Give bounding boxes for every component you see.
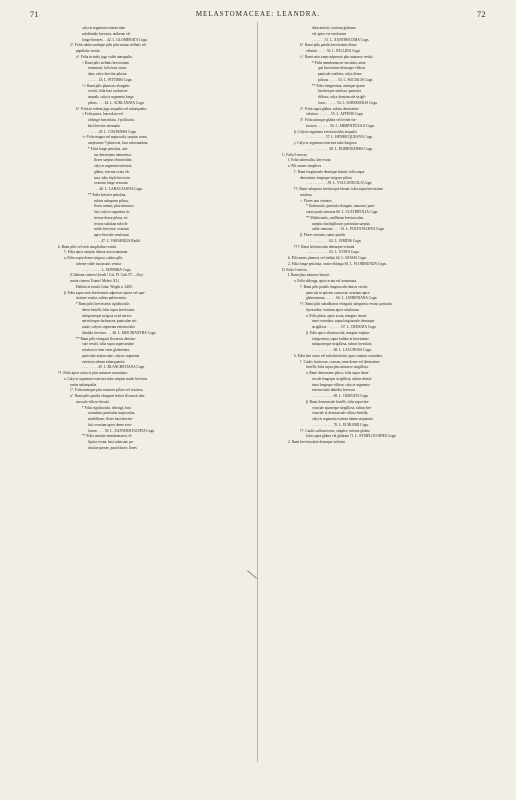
- left-column-line: inferne valde incrassatis vestita: [76, 261, 122, 266]
- left-column-line: moria cinerea Triana! Melast. 83.): [70, 279, 120, 283]
- right-column-line: a. Folia oblonga, apice acuta vel acuminata.: [294, 279, 357, 283]
- left-column-line: . . . 46. L. CARACASANA Cogn.: [94, 187, 143, 191]
- right-column-line: panicula conferta; calyx dense: [318, 72, 362, 76]
- right-column-line: 2. Folia longe petiolata, ovato-oblonga 65. L. FLORIBUNDA Cogn.: [288, 261, 387, 266]
- left-column-line: nutae; calycis segmenta externa tubo: [82, 325, 135, 329]
- running-title: MELASTOMACEAE: LEANDRA.: [195, 10, 321, 18]
- left-column-line: . . . . . . . . . . . L. SUPERBA Cogn.: [82, 267, 132, 272]
- left-column-line: vestiti; folia basi cordata in-: [88, 89, 129, 94]
- right-column-line: †. Caulis fruticosus, crassus; rami dense vel densissime: [300, 359, 380, 364]
- left-column-line: flores minuti, plus-minusve: [94, 204, 134, 209]
- right-column-line: ×. Flores non virentes.: [300, 198, 333, 203]
- right-column-line: panicula in apicem contracta; ovarium apice: [306, 290, 370, 295]
- right-column-line: pilosus . . . . . 53. L. SOCIALIS Cogn.: [318, 77, 374, 82]
- right-column-line: †. Rami longiuscule denseque hirsuti; folia supra: [294, 169, 365, 174]
- right-column-line: integerrima, supra bullata et brevissime: [312, 336, 369, 341]
- right-column-line: velutina . . . . . . . 55. L. AFFINIS Cogn.: [306, 112, 364, 117]
- right-column-line: ††. Caulis suffrutescens, simplex, inferne glaber;: [300, 428, 371, 433]
- right-column-line: saepius rhachipllosae; paniculae saepius: [312, 221, 370, 226]
- left-column-line: midio breviora; ovarium: [94, 227, 130, 232]
- left-column-line: ††. Folia apice acuta et plus minusve acuminata.: [58, 371, 128, 375]
- left-column-line: * Rami pilis brevissimis rigidiusculis: [76, 302, 130, 306]
- right-column-line: subsparseque strigillosa, subtus foveolata: [312, 342, 372, 347]
- left-column-line: basi breviter attenuata: [88, 123, 120, 128]
- right-column-line: β. Flores virentes, ramis patulis: [300, 233, 346, 237]
- left-column-line: × Folia parva, lanceolata vel: [82, 112, 123, 117]
- right-column-line: uscule longeque strigillosa, subtus densis-: [312, 376, 373, 381]
- left-column-line: siuscule villoso-hirsuti.: [76, 399, 110, 404]
- right-column-line: vel apice vix setulosum: [312, 31, 346, 36]
- left-column-line: × Rami pilis stellatis brevissimis: [82, 60, 129, 65]
- left-column-line: teriora dense pilosa, ex-: [94, 215, 129, 220]
- left-column-line: paniculae majusculae; calycis segmenta: [82, 353, 140, 358]
- right-column-line: hirtelli; folia supra plus minusve strigillosa.: [306, 365, 369, 370]
- page-fold-mark: [247, 570, 257, 578]
- right-column-line: losus . . . . . . 54. L. SUBSESSILIS Cogn.: [318, 100, 378, 105]
- right-column-line: valde ramosae . . . . 61. L. POLYSTACHYA Cogn.: [312, 227, 385, 232]
- right-column-line: sime longeque villosa; calycis segmenta: [312, 382, 370, 387]
- left-column-line: longo-lineares . . 42. L. GLOMERATA Cogn.: [82, 37, 148, 42]
- right-column-line: culae paulo ramosae 60. L. CULTRIFOLIA Cogn.: [306, 210, 379, 214]
- left-column-line: oblongo-lanceolata, 1-pollicaria,: [88, 118, 135, 122]
- right-column-line: . . . . . . . . . . . . . 63. L. OVATA Cogn.: [306, 250, 360, 255]
- right-column-line: externa tubo dimidio breviora: [312, 388, 355, 393]
- right-column-line: a. Pili omnes simplices.: [288, 164, 323, 168]
- left-column-line: teriora subulata tubo di-: [94, 221, 129, 226]
- left-column-line: Habitat in insula Cuba: Wright n. 2483.: [76, 284, 133, 289]
- left-column-line: lati; calycis segmenta in-: [94, 210, 130, 214]
- right-column-line: . . . . . . . . . . . . . 62. L. VIRIDIS Cogn.: [306, 238, 362, 243]
- left-column-line: a°. Rami pilis patulis elongatis leviter flexuosis den-: [70, 394, 146, 398]
- right-column-line: . . . . . . . 51. L. XANTHOCOMA Cogn.: [312, 37, 370, 42]
- right-column-line: C. Folia 5-nervia.: [282, 152, 308, 157]
- right-column-line: viuscule et densiuscule villoso-hirtella;: [312, 411, 369, 416]
- right-column-line: β. Calycis segmenta exteriora tubo aequalia: [294, 129, 357, 134]
- left-column-line: pilosa . . . . 44. L. SUBLANATA Cogn.: [88, 100, 145, 105]
- right-column-line: b°. Rami pilis patulis brevissimis dense: [300, 43, 357, 48]
- left-column-line: tomentosi; folia basi rotun-: [88, 66, 128, 71]
- left-column-line: glabra, externa ovata ob-: [94, 169, 130, 174]
- left-column-line: ovarium longe setosum: [94, 181, 128, 186]
- right-column-line: a. Folia plana, apice acuta, margine tenuis-: [306, 313, 368, 318]
- right-column-line: †. Rami pilis patulis longiusculis densis vestiti;: [300, 284, 368, 289]
- right-column: [282, 26, 488, 446]
- right-column-line: furacea . . . . . . . 56. L. ARMENTICOLA Cogn.: [306, 123, 375, 128]
- left-column-line: ** Rami pilis elongatis flexuosis densius-: [76, 336, 136, 341]
- right-column-line: breviterque setulosa; panicula: [318, 89, 361, 94]
- left-column-line: subdimidio breviora, antherae ob-: [82, 31, 131, 36]
- right-column-line: I. Folia subsessilia, late ovata.: [288, 158, 332, 163]
- left-column-line: rarius subaequalia.: [70, 382, 97, 387]
- right-column-line: . . . . . . . . . . . . 70. L. ECHLERII Cogn.: [312, 422, 369, 427]
- left-column-line: subtus subsparse pilosa;: [94, 198, 129, 203]
- left-column-line: †. Folia apice saepius obtusa non acuminata.: [64, 250, 129, 255]
- page-number-right: 72: [477, 10, 486, 19]
- left-column-line: a. Calycis segmenta exteriora tubo saepius multo breviora: [64, 376, 148, 381]
- left-column-line: . . . . 47. L. VARIABILIS Raddi.: [94, 238, 141, 243]
- right-column-line: velutini . . . . . 52. L. PALLIDA Cogn.: [306, 49, 361, 53]
- right-column-line: †††. Rami breviusculae densuque velutini: [294, 244, 355, 249]
- left-column-line: ×× Folia magna vel majuscula, saepius ovata,: [82, 135, 148, 140]
- right-column-line: folia supra glabra vel glabrata 71. L. SYMPLOCOIDES Cogn.: [306, 434, 397, 439]
- left-column-line: ×× Rami pilis plumosis elongatis: [82, 83, 130, 88]
- right-column-line: sime crenulata, supra longiuscule densaque: [312, 319, 375, 324]
- left-column-line: multiflorae; flores basi bracteo-: [88, 417, 134, 421]
- right-column-line: 3°. Folia utrinque glabra vel leviter fur-: [300, 118, 357, 122]
- left-column-line: sissime vestita, subtus pubescentia.: [76, 296, 127, 301]
- right-column-line: β. Folia apice obtusiuscula, margine saepius: [306, 330, 370, 335]
- left-column-line: apice breviter setulosum: [94, 233, 130, 237]
- left-column-line: . . . . . . 43. L. PITTIERI Cogn.: [88, 77, 133, 82]
- left-column-line: . . . . . . 45. L. COSTENSIS Cogn.: [88, 129, 137, 134]
- right-column-line: β. Rami densiuscule hirtelli; folia supra bre-: [306, 399, 370, 404]
- left-column-line: saepissime 7-plinervia, basi subrotundata.: [88, 141, 149, 145]
- left-column-line: b. Rami pilis vel setis simplicibus vestiti.: [58, 244, 118, 249]
- left-column-line: aequali; calycis segmenta longe: [88, 95, 134, 99]
- left-column-line: ** Folia tenuiter membranacea, el-: [82, 434, 133, 439]
- right-column-line: viuscule sparseque strigillosa, subtus bre-: [312, 405, 372, 410]
- left-column-line: calycis segmenta interiora: [94, 164, 132, 168]
- right-column-line: ebracteolati; ovarium glabrum: [312, 26, 356, 30]
- right-column-line: ††. Rami subsparse breviterque hirsuti; folia supra brevissime: [294, 187, 384, 191]
- right-column-line: I. Rami plus minusve hirsuti.: [288, 273, 330, 278]
- left-column-line: ** Folia breviter petiolata,: [88, 192, 127, 197]
- right-column-line: . . . . . . . . . . . . 59. L. VULCANICOLA Cogn.: [306, 181, 373, 186]
- left-column-line: b°. Folia in eodem jugo aequalia vel subaequalia.: [76, 106, 147, 111]
- right-column-line: strigillosa . . . . . . . . 67. L. CRENATA Cogn.: [312, 325, 377, 329]
- right-column-line: que brevissime densaque villosa;: [318, 66, 366, 71]
- right-column-line: ††. Rami pilis subadhaesis elongatis subsparsis vestiti; panicula: [300, 302, 392, 306]
- left-column-line: setulosa et inter setas glaberrima;: [82, 348, 130, 352]
- left-column-line: data; calyx breviter pilosus: [88, 72, 127, 76]
- right-column-line: ** Folia integerrima, utrinque sparse: [312, 83, 365, 88]
- right-column-line: calycis segmenta externa tubum aequantia: [312, 417, 373, 421]
- right-column-line: ** Multirruulis, cmillimae breviusculae,: [306, 215, 364, 220]
- left-column-line: nervulosque furfuracea; paniculae mi-: [82, 319, 137, 324]
- right-column-line: setulosa.: [300, 192, 313, 197]
- left-column-line: tusa, tubo triplo breviora;: [94, 175, 131, 180]
- left-column-line: a°. Folia in nodo jugo valde inaequalia.: [76, 54, 133, 59]
- right-column-line: thyrsoidea; ovarium apice setulosum.: [306, 307, 360, 312]
- left-column-line: calycis segmenta externa tubo: [82, 26, 126, 30]
- left-column-line: dense hirtelli; folia supra brevissime: [82, 307, 135, 312]
- left-column-line: . . . . . . . . . 49. L. BLANCHETIANA Cogn.: [82, 365, 146, 370]
- left-column-line: subsparseque strigosa et ad nervos: [82, 313, 132, 318]
- right-column-line: D. Folia 3-nervia.: [282, 267, 308, 272]
- left-column-line: niculae parvae, pauciflorae; flores: [88, 445, 137, 450]
- right-column-line: c°. Rami setis saepe adpressis plus minusve vestiti.: [300, 54, 374, 59]
- left-column-line: flores saepius ebracteolati;: [94, 158, 133, 163]
- left-column-line: tus densissime tomentosa;: [94, 152, 132, 157]
- right-column-line: b. Folia late ovata vel suborbicularia, apice saepius rotundata.: [294, 353, 383, 358]
- left-column-line: * Folia rigidiuscula, oblonga, basi: [82, 405, 131, 410]
- page-header: [30, 10, 486, 24]
- left-column-line: a. Folia supra dense strigosa, subtus pilis: [64, 256, 123, 260]
- left-column-line: papillatis vestita.: [76, 49, 101, 53]
- right-column-line: b. Pili omnes plumosi vel stellati 64. L. SESSIA Cogn.: [288, 256, 367, 260]
- left-column-line: * Folia longe petiolata, sub-: [88, 146, 129, 151]
- right-column-line: . . . . . . . . . . . 57. L. HENRICQUEANA Cogn.: [306, 135, 374, 140]
- left-column-line: lati; ovarium apice dense seto-: [88, 422, 132, 427]
- right-column-line: . . . . . . . . . . . . 68. L. LACUNOSA Cogn.: [312, 348, 372, 352]
- right-column-line: 2. Rami breviusculae denseque velutini.: [288, 440, 346, 444]
- right-column-line: 2°. Folia supra glabra, subtus densissime: [300, 106, 359, 111]
- right-column-line: * Umbraculo, panicula elongata, ramosae; pani-: [306, 204, 375, 209]
- left-column-line: exteriora tubum subaequantia: [82, 359, 125, 364]
- left-column: [52, 26, 258, 452]
- right-column-line: densissime longeque strigoso-pilosa: [300, 175, 352, 180]
- left-column-line: 1°. Folia utrinque plus minusve pilosa vel setulosa.: [70, 388, 144, 393]
- right-column-line: . . . . . . . . . . . . 69. L. CRISTATA Cogn.: [312, 394, 369, 398]
- left-column-line: (Clidemia cinerea Griseb.! Cat. Pl. Cub. 97.—Oxy-: [70, 273, 144, 278]
- left-column-line: 2°. Folia subtus undique pilis plus-minus stellatis vel: [70, 43, 147, 48]
- left-column-line: β. Folia supra setis brevissimis adpressis sparse vel spar-: [64, 290, 146, 295]
- left-column-line: losum . . . . 50. L. XANTHOSTACHYA Cogn.: [88, 428, 156, 433]
- right-column-line: diffusa; calyx densiuscule strigil-: [318, 95, 366, 99]
- right-column-line: γ. Calycis segmenta exteriora tubo longiora: [294, 141, 357, 145]
- right-column-line: a. Rami densissime pilosi; folia supra densi-: [306, 371, 370, 375]
- left-column-line: rotundata; paniculae majusculae,: [88, 411, 136, 416]
- right-column-line: * Folia membranaceo-serrulata, utrin-: [312, 60, 367, 65]
- page-number-left: 71: [30, 10, 39, 19]
- right-column-line: glaberrimum . . . . . . 66. L. LINDENIANA Cogn.: [306, 296, 378, 301]
- left-column-line: liptico-ovata, basi subacuta; pa-: [88, 440, 134, 444]
- right-column-line: . . . . . . . . . . . . . 58. L. DOMINGENSIS Cogn.: [306, 146, 374, 151]
- left-column-line: dimidio breviora . . . 48. L. MISCHIANTHA Cogn.: [82, 330, 157, 335]
- left-column-line: cule vestiti; folia supra aspersissime: [82, 342, 134, 347]
